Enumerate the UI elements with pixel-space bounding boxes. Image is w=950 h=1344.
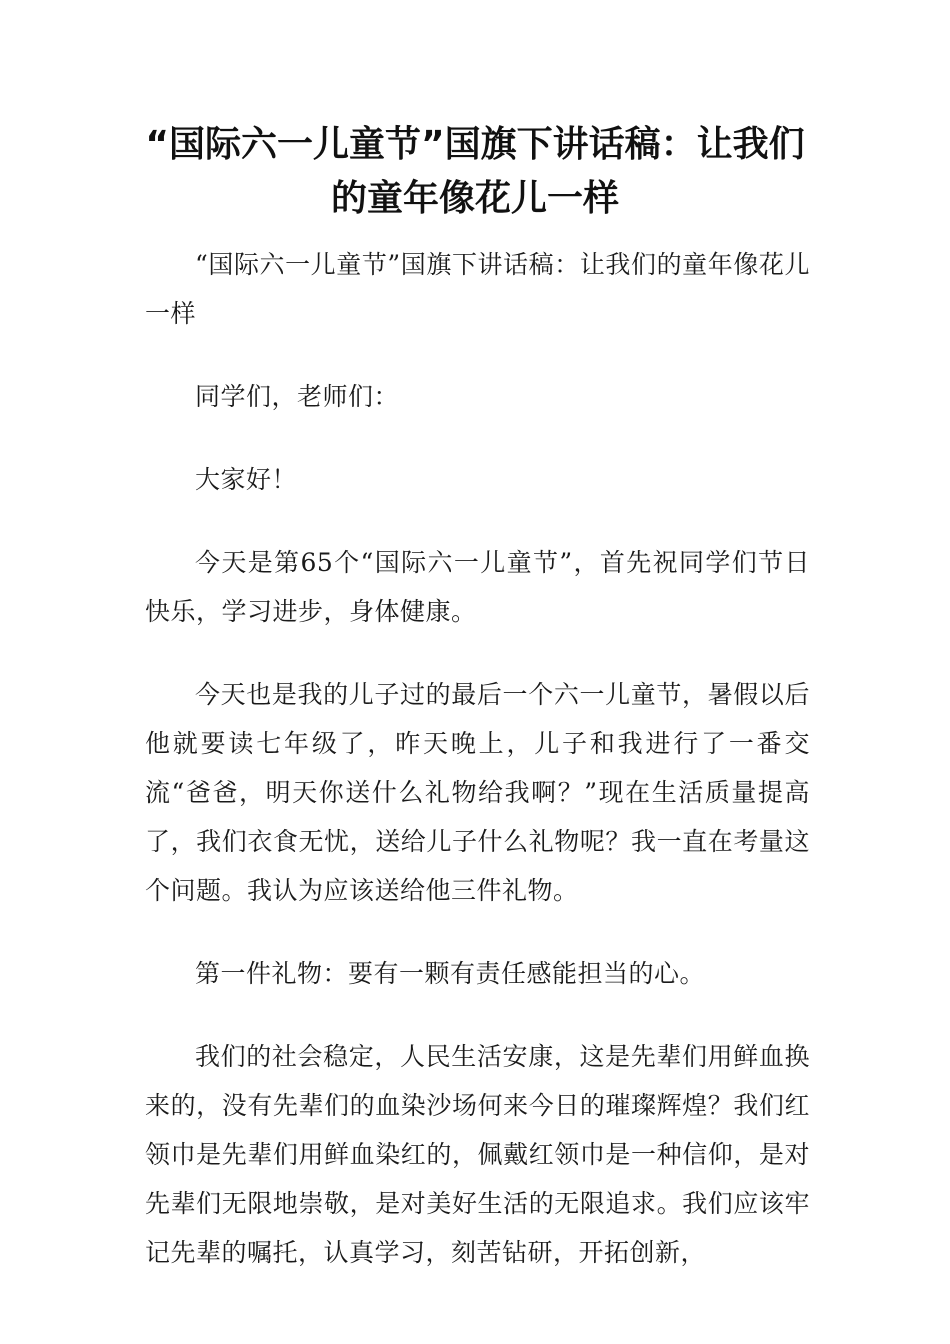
paragraph-heading: 第一件礼物：要有一颗有责任感能担当的心。 <box>195 959 706 988</box>
paragraph-greeting: 大家好！ <box>195 465 298 494</box>
paragraph: 今天也是我的儿子过的最后一个六一儿童节，暑假以后他就要读七年级了，昨天晚上，儿子和我进行了一番交流“爸爸，明天你送什么礼物给我啊？”现在生活质量提高了，我们衣食无忧，送给儿子什么礼物呢？我一直在考量这个问题。我认为应该送给他三件礼物。 <box>145 680 810 905</box>
paragraph-subtitle: “国际六一儿童节”国旗下讲话稿：让我们的童年像花儿一样 <box>145 250 810 328</box>
document-title: “国际六一儿童节”国旗下讲话稿：让我们的童年像花儿一样 <box>145 124 805 219</box>
document-body <box>145 240 810 1311</box>
paragraph: 我们的社会稳定，人民生活安康，这是先辈们用鲜血换来的，没有先辈们的血染沙场何来今日的璀璨辉煌？我们红领巾是先辈们用鲜血染红的，佩戴红领巾是一种信仰，是对先辈们无限地崇敬，是对美好生活的无限追求。我们应该牢记先辈的嘱托，认真学习，刻苦钻研，开拓创新， <box>145 1042 810 1267</box>
paragraph: 今天是第65个“国际六一儿童节”，首先祝同学们节日快乐，学习进步，身体健康。 <box>145 548 810 626</box>
paragraph-salutation: 同学们，老师们： <box>195 382 400 411</box>
